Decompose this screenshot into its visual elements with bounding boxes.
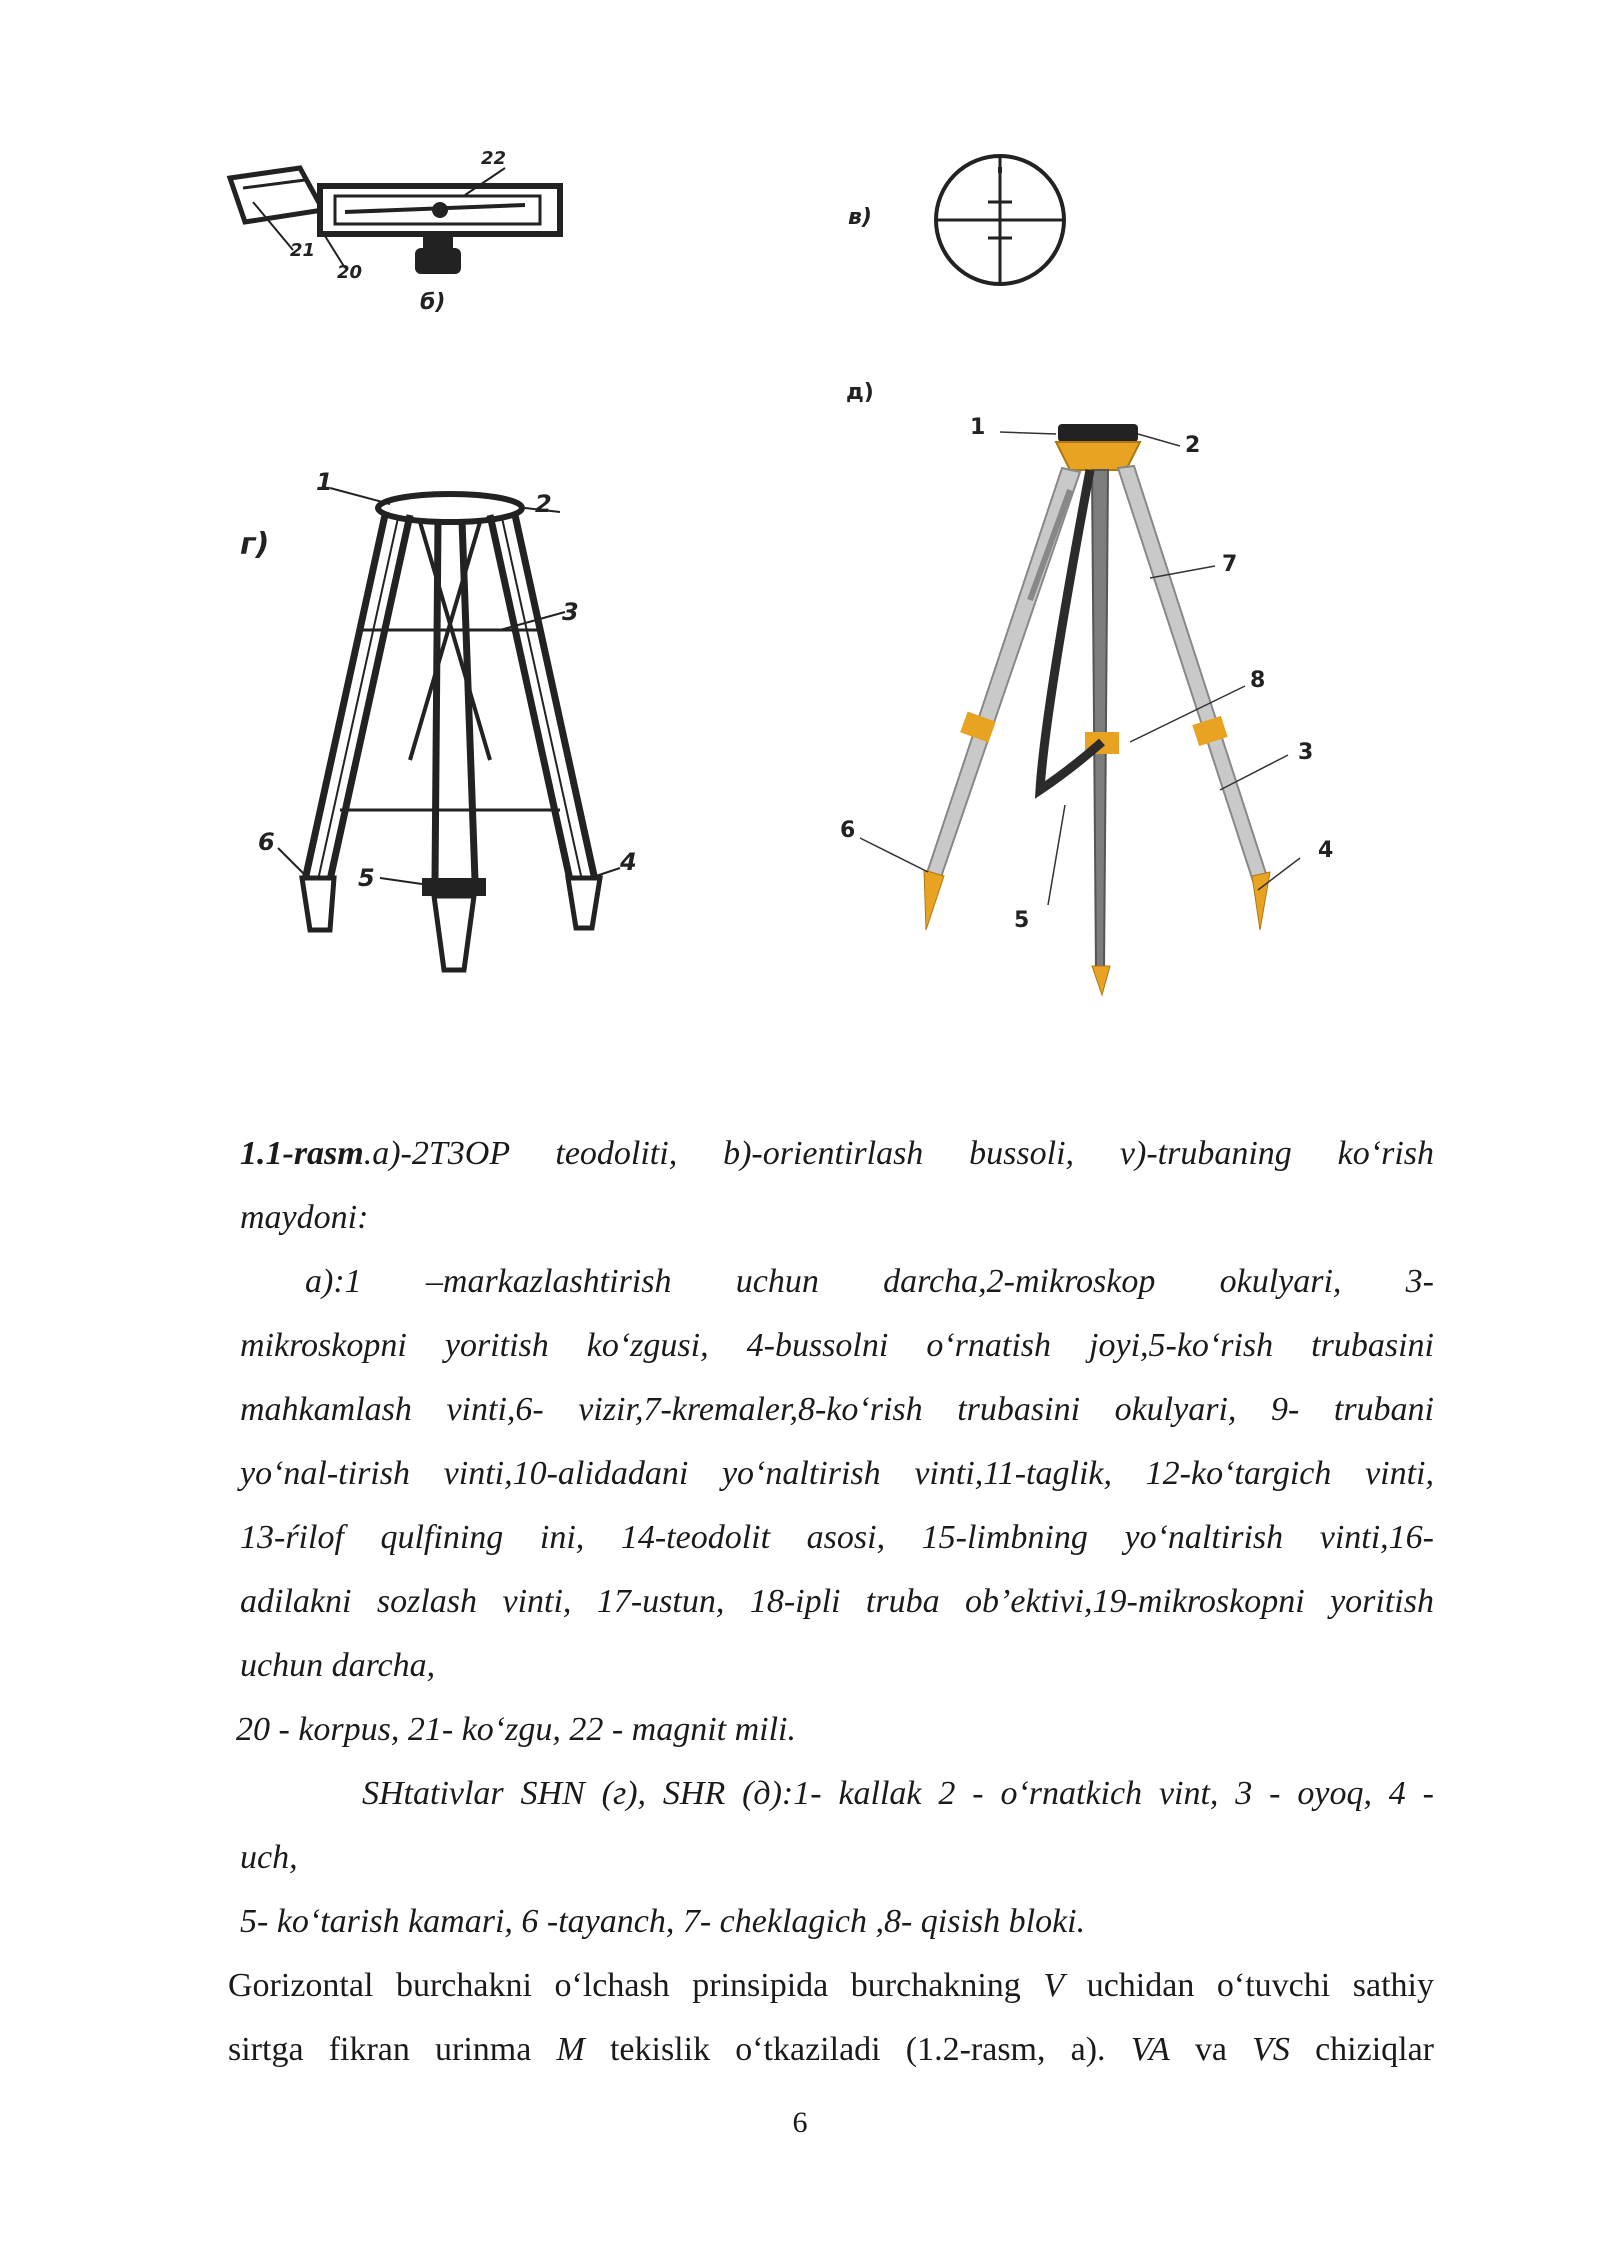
- caption-sh-line-3: 5- koʻtarish kamari, 6 -tayanch, 7- cheklagich ,8- qisish bloki.: [240, 1903, 1086, 1940]
- caption-a-line-2: mikroskopni yoritish koʻzgusi, 4-bussolni oʻrnatish joyi,5-koʻrish trubasini: [240, 1327, 1434, 1364]
- callout-2: 2: [535, 490, 552, 518]
- label-d: д): [846, 380, 874, 405]
- tripod-leg-right: [1118, 466, 1268, 884]
- page-number: 6: [792, 2106, 808, 2139]
- caption-title-bold: 1.1-rasm: [240, 1135, 364, 1172]
- callout-5: 5: [1014, 908, 1030, 933]
- caption-sh-line-1: SHtativlar SHN (г), SHR (д):1- kallak 2 - oʻrnatkich vint, 3 - oyoq, 4 -: [362, 1775, 1434, 1812]
- caption-a-line-4: yoʻnal-tirish vinti,10-alidadani yoʻnaltirish vinti,11-taglik, 12-koʻtargich vinti,: [240, 1455, 1434, 1492]
- callout-6: 6: [258, 828, 275, 856]
- compass-knob: [415, 248, 461, 274]
- label-v: в): [848, 205, 872, 230]
- callout-1: 1: [970, 415, 986, 440]
- caption-a-last: uchun darcha,: [240, 1647, 436, 1684]
- caption-title: [240, 1122, 1434, 1186]
- callout-4: 4: [1318, 838, 1334, 863]
- callout-7: 7: [1222, 552, 1238, 577]
- tripod-head: [1058, 424, 1138, 442]
- label-b: б): [420, 290, 446, 315]
- caption-a-line-5: 13-ŕilof qulfining ini, 14-teodolit asosi, 15-limbning yoʻnaltirish vinti,16-: [240, 1519, 1434, 1556]
- compass-drawing: [225, 140, 585, 330]
- callout-4: 4: [620, 848, 637, 876]
- callout-22: 22: [481, 148, 507, 169]
- callout-1: 1: [316, 468, 333, 496]
- caption-a-line-1: a):1 –markazlashtirish uchun darcha,2-mikroskop okulyari, 3-: [305, 1263, 1434, 1300]
- callout-6: 6: [840, 818, 856, 843]
- caption-a-line-6: adilakni sozlash vinti, 17-ustun, 18-ipli truba ob’ektivi,19-mikroskopni yoritish: [240, 1583, 1434, 1620]
- callout-5: 5: [358, 864, 375, 892]
- reticle-drawing: [930, 150, 1070, 290]
- tripod-shr-drawing: [840, 410, 1360, 1000]
- tripod-shn-drawing: [250, 460, 650, 990]
- tripod-leg-middle: [1092, 470, 1108, 970]
- callout-3: 3: [562, 598, 579, 626]
- compass-figure: [225, 140, 585, 330]
- reticle-figure: [930, 150, 1070, 290]
- caption-a-line-3: mahkamlash vinti,6- vizir,7-kremaler,8-koʻrish trubasini okulyari, 9- trubani: [240, 1391, 1434, 1428]
- callout-3: 3: [1298, 740, 1314, 765]
- caption-title-cont: maydoni:: [240, 1199, 369, 1236]
- callout-21: 21: [290, 240, 316, 261]
- label-g: г): [240, 527, 270, 562]
- body-line-1: Gorizontal burchakni oʻlchash prinsipida burchakning V uchidan oʻtuvchi sathiy: [228, 1967, 1434, 2004]
- caption-title-rest: .a)-2T3OP teodoliti, b)-orientirlash bussoli, v)-trubaning koʻrish: [363, 1135, 1434, 1172]
- tripod-shn-figure: [250, 460, 650, 990]
- tripod-shr-figure: [840, 410, 1360, 1000]
- callout-8: 8: [1250, 668, 1266, 693]
- callout-20: 20: [337, 262, 363, 283]
- caption-b-line: 20 - korpus, 21- koʻzgu, 22 - magnit mili.: [236, 1711, 797, 1748]
- lifting-strap: [422, 878, 486, 896]
- tripod-head: [378, 494, 522, 522]
- body-line-2: sirtga fikran urinma M tekislik oʻtkaziladi (1.2-rasm, a). VA va VS chiziqlar: [228, 2031, 1435, 2068]
- compass-mirror: [230, 168, 323, 222]
- caption-sh-line-2: uch,: [240, 1839, 298, 1876]
- tripod-foot: [434, 896, 474, 970]
- callout-2: 2: [1185, 433, 1201, 458]
